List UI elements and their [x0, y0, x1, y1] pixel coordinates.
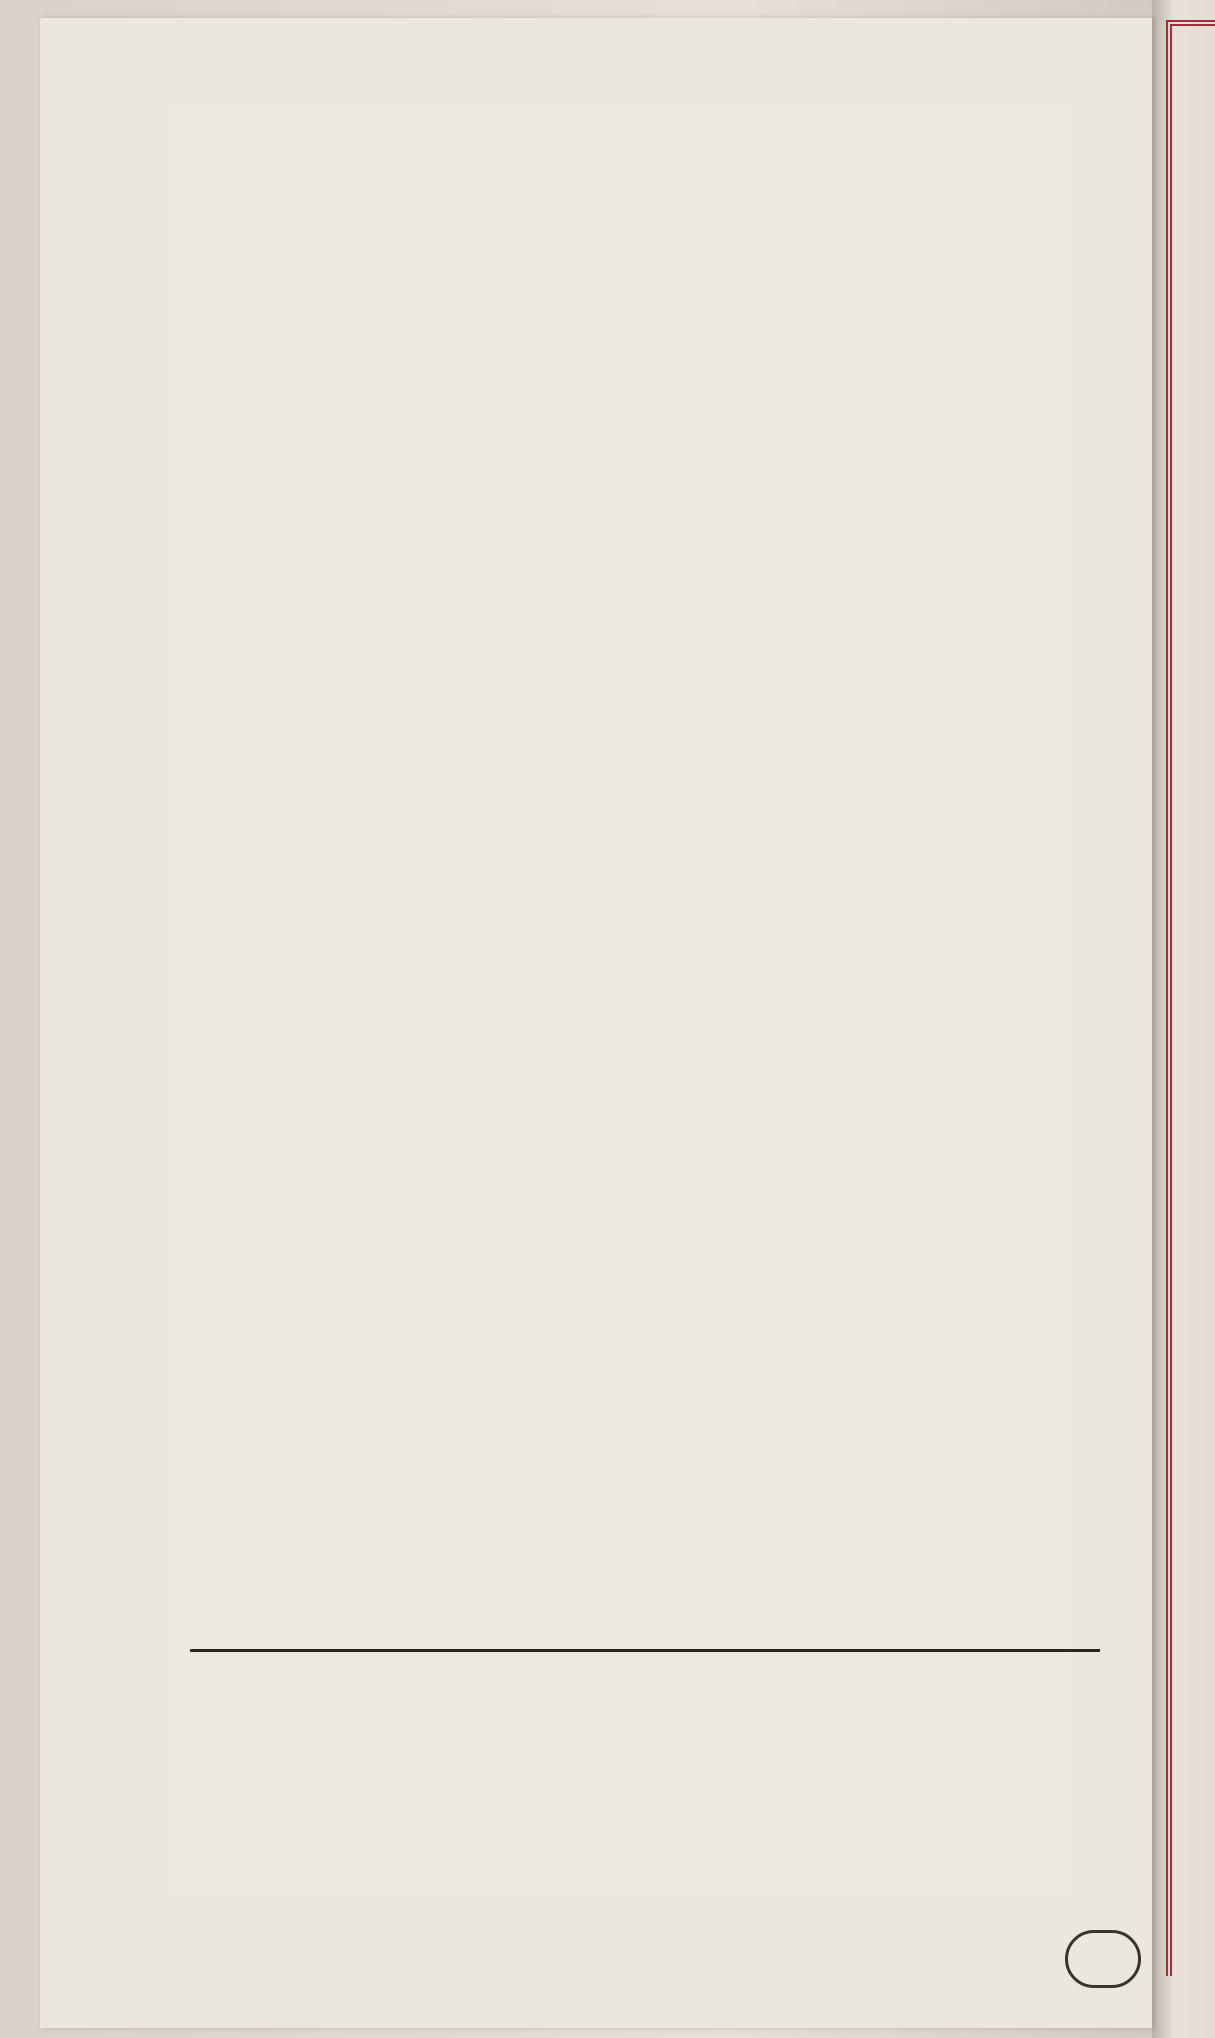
- adjacent-fragment: [1182, 60, 1215, 160]
- left-ornament-border: [110, 46, 170, 1951]
- footnotes: [190, 1698, 1100, 1708]
- frame-inner-panel: [170, 106, 1070, 1891]
- ornamental-frame: [110, 46, 1130, 1951]
- adjacent-fragment: [1182, 560, 1215, 660]
- book-page: [40, 18, 1152, 2028]
- adjacent-page: [1152, 0, 1215, 2038]
- main-text-block: [140, 108, 1040, 146]
- footnote-divider: [190, 1649, 1100, 1652]
- adjacent-fragment: [1182, 260, 1215, 360]
- adjacent-page-text: [1182, 60, 1215, 860]
- right-ornament-border: [1070, 46, 1130, 1951]
- adjacent-fragment: [1182, 160, 1215, 260]
- page-number: [1065, 1930, 1141, 1988]
- adjacent-fragment: [1182, 360, 1215, 460]
- top-ornament-border: [110, 46, 1130, 106]
- adjacent-fragment: [1182, 660, 1215, 760]
- bottom-ornament-border: [110, 1891, 1130, 1951]
- adjacent-fragment: [1182, 760, 1215, 860]
- adjacent-fragment: [1182, 460, 1215, 560]
